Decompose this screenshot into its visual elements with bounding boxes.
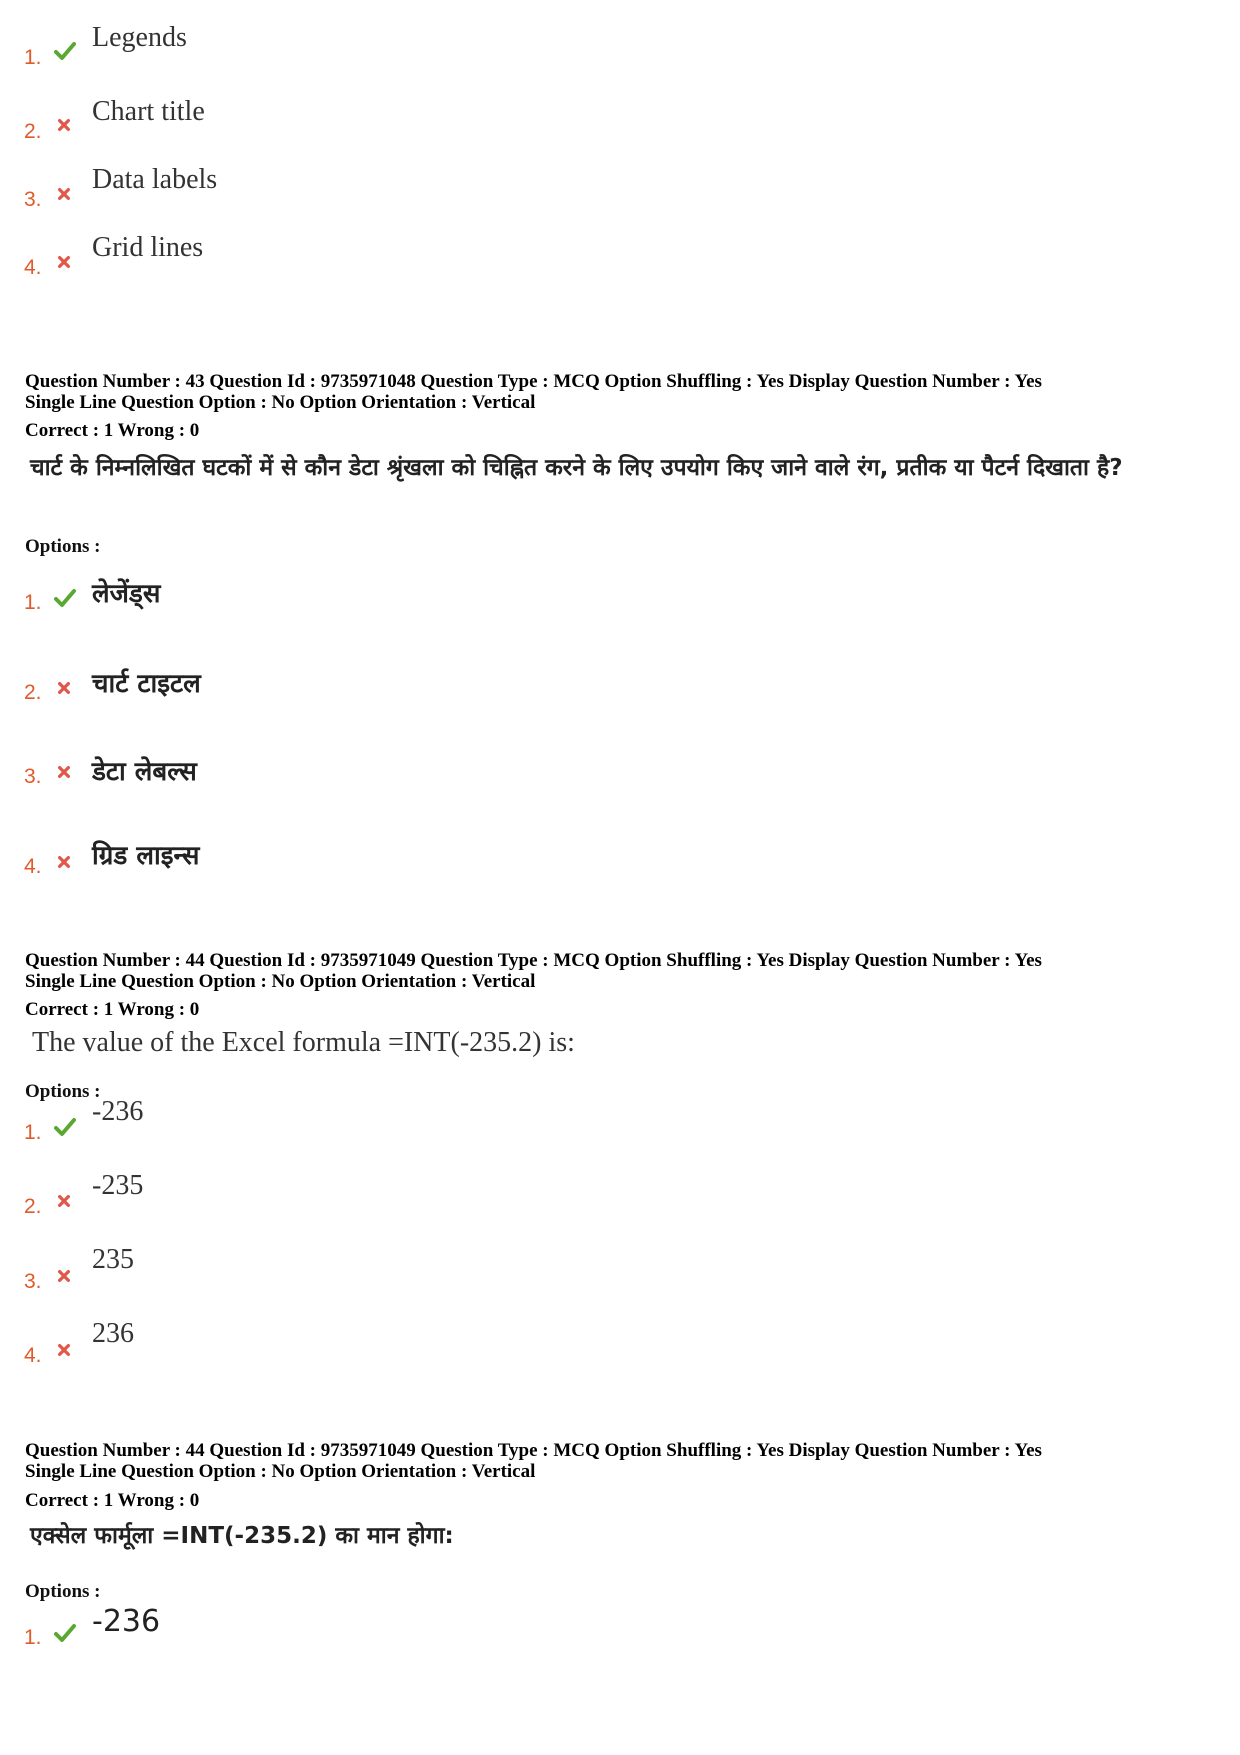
- option-number: 3.: [24, 188, 42, 211]
- question-text: एक्सेल फार्मूला =INT(-235.2) का मान होगा:: [30, 1523, 454, 1549]
- option-text: Chart title: [92, 96, 205, 127]
- option-number: 4.: [24, 855, 42, 878]
- question-meta-line2: Single Line Question Option : No Option Orientation : Vertical: [25, 1461, 536, 1482]
- option-text: Grid lines: [92, 232, 204, 263]
- score-line: Correct : 1 Wrong : 0: [25, 1490, 200, 1511]
- option-text: लेजेंड्स: [92, 579, 161, 609]
- option-text: Data labels: [92, 164, 218, 195]
- option-number: 4.: [24, 1344, 42, 1367]
- wrong-cross-icon: [56, 1268, 72, 1284]
- wrong-cross-icon: [56, 1342, 72, 1358]
- question-meta-line1: Question Number : 44 Question Id : 9735971049 Question Type : MCQ Option Shuffling : Yes Display Question Number : Yes: [25, 950, 1042, 971]
- score-line: Correct : 1 Wrong : 0: [25, 420, 200, 441]
- score-line: Correct : 1 Wrong : 0: [25, 999, 200, 1020]
- options-label: Options :: [25, 1581, 101, 1602]
- option-number: 1.: [24, 591, 42, 614]
- option-number: 1.: [24, 1121, 42, 1144]
- wrong-cross-icon: [56, 186, 72, 202]
- option-text: ग्रिड लाइन्स: [92, 841, 200, 871]
- option-number: 1.: [24, 1626, 42, 1649]
- question-meta-line2: Single Line Question Option : No Option Orientation : Vertical: [25, 971, 536, 992]
- options-label: Options :: [25, 536, 101, 557]
- option-text: Legends: [92, 22, 187, 53]
- question-text: The value of the Excel formula =INT(-235.2) is:: [32, 1027, 575, 1058]
- question-text: चार्ट के निम्नलिखित घटकों में से कौन डेटा श्रृंखला को चिह्नित करने के लिए उपयोग किए जाने वाले रंग, प्रतीक या पैटर्न दिखाता है?: [30, 455, 1123, 481]
- option-text: डेटा लेबल्स: [92, 757, 197, 787]
- wrong-cross-icon: [56, 254, 72, 270]
- option-text: 235: [92, 1244, 134, 1275]
- question-meta-line1: Question Number : 43 Question Id : 9735971048 Question Type : MCQ Option Shuffling : Yes Display Question Number : Yes: [25, 371, 1042, 392]
- correct-check-icon: [54, 40, 76, 62]
- option-number: 2.: [24, 681, 42, 704]
- option-number: 1.: [24, 46, 42, 69]
- correct-check-icon: [54, 1622, 76, 1644]
- wrong-cross-icon: [56, 764, 72, 780]
- option-number: 3.: [24, 1270, 42, 1293]
- option-text: चार्ट टाइटल: [92, 669, 201, 699]
- option-text: -236: [92, 1096, 144, 1127]
- options-label: Options :: [25, 1081, 101, 1102]
- wrong-cross-icon: [56, 117, 72, 133]
- option-number: 4.: [24, 256, 42, 279]
- wrong-cross-icon: [56, 1193, 72, 1209]
- wrong-cross-icon: [56, 680, 72, 696]
- option-number: 2.: [24, 120, 42, 143]
- question-meta-line1: Question Number : 44 Question Id : 9735971049 Question Type : MCQ Option Shuffling : Yes Display Question Number : Yes: [25, 1440, 1042, 1461]
- wrong-cross-icon: [56, 854, 72, 870]
- option-number: 2.: [24, 1195, 42, 1218]
- correct-check-icon: [54, 1116, 76, 1138]
- correct-check-icon: [54, 587, 76, 609]
- option-text: 236: [92, 1318, 134, 1349]
- option-text: -236: [92, 1604, 161, 1639]
- option-number: 3.: [24, 765, 42, 788]
- question-meta-line2: Single Line Question Option : No Option Orientation : Vertical: [25, 392, 536, 413]
- option-text: -235: [92, 1170, 144, 1201]
